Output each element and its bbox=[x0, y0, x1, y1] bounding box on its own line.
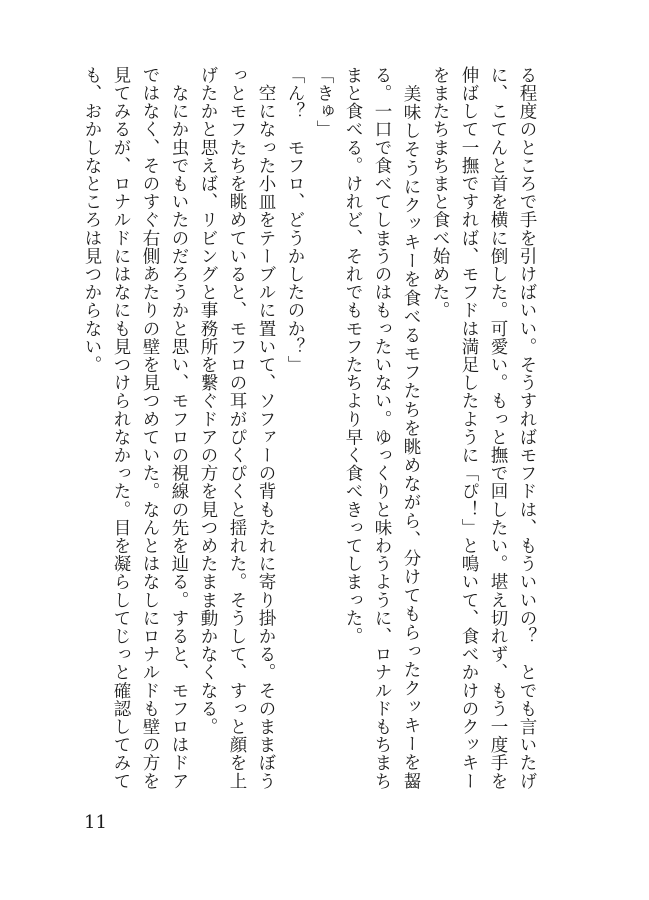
paragraph-1: る程度のところで手を引けばいい。そうすればモフドは、もういいの？ とでも言いたげに、こてんと首を横に倒した。可愛い。もっと撫で回したい。堪え切れず、もう一度手を伸ばして一撫ですれば、モフドは満足したように「ぴ！」と鳴いて、食べかけのクッキーをまたちまちまと食べ始めた。 bbox=[430, 66, 537, 790]
paragraph-3: 「きゅ」 bbox=[314, 66, 334, 139]
paragraph-2: 美味しそうにクッキーを食べるモフたちを眺めながら、分けてもらったクッキーを齧る。一口で食べてしまうのはもったいない。ゆっくりと味わうように、ロナルドもちまちまと食べる。けれど、それでもモフたちより早く食べきってしまった。 bbox=[343, 66, 421, 790]
page-number: 11 bbox=[84, 812, 107, 833]
body-text bbox=[77, 66, 541, 790]
paragraph-6: なにか虫でもいたのだろうかと思い、モフロの視線の先を辿る。すると、モフロはドアではなく、そのすぐ右側あたりの壁を見つめていた。なんとはなしにロナルドも壁の方を見てみるが、ロナルドにはなにも見つけられなかった。目を凝らしてじっと確認してみても、おかしなところは見つからない。 bbox=[82, 66, 189, 790]
paragraph-4: 「ん？ モフロ、どうかしたのか？」 bbox=[285, 66, 305, 374]
paragraph-5: 空になった小皿をテーブルに置いて、ソファーの背もたれに寄り掛かる。そのままぼうっとモフたちを眺めていると、モフロの耳がぴくぴくと揺れた。そうして、すっと顔を上げたかと思えば、リビングと事務所を繋ぐドアの方を見つめたまま動かなくなる。 bbox=[198, 66, 276, 790]
